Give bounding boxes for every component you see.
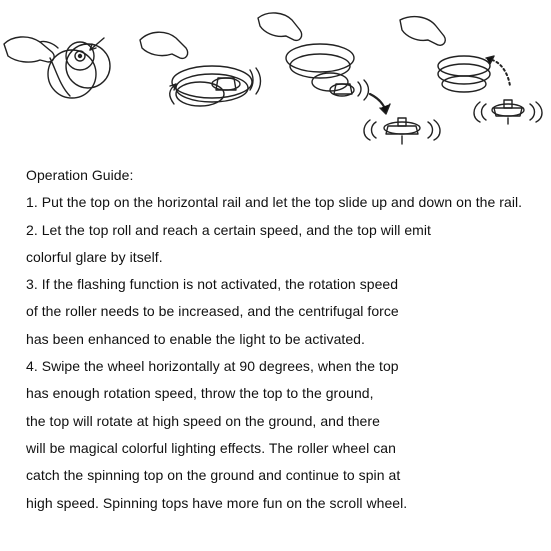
guide-line: has been enhanced to enable the light to be activated. <box>26 330 365 347</box>
step-4-drawing <box>400 17 542 124</box>
guide-line: 1. Put the top on the horizontal rail and let the top slide up and down on the rail. <box>26 194 523 211</box>
guide-line: 3. If the flashing function is not activated, the rotation speed <box>26 276 399 293</box>
step-3-drawing <box>258 13 440 144</box>
guide-line: high speed. Spinning tops have more fun on the scroll wheel. <box>26 494 408 511</box>
guide-line: catch the spinning top on the ground and continue to spin at <box>26 467 401 484</box>
guide-line: has enough rotation speed, throw the top to the ground, <box>26 385 374 402</box>
operation-illustration <box>0 0 551 158</box>
guide-line: of the roller needs to be increased, and the centrifugal force <box>26 303 399 320</box>
step-2-drawing <box>140 32 261 106</box>
guide-line: the top will rotate at high speed on the ground, and there <box>26 412 380 429</box>
guide-line: colorful glare by itself. <box>26 248 163 265</box>
guide-line: 2. Let the top roll and reach a certain speed, and the top will emit <box>26 221 431 238</box>
guide-line: will be magical colorful lighting effects. The roller wheel can <box>26 439 396 456</box>
operation-guide <box>26 162 546 517</box>
guide-line: 4. Swipe the wheel horizontally at 90 degrees, when the top <box>26 358 399 375</box>
step-1-drawing <box>4 37 110 98</box>
guide-heading: Operation Guide: <box>26 167 134 183</box>
